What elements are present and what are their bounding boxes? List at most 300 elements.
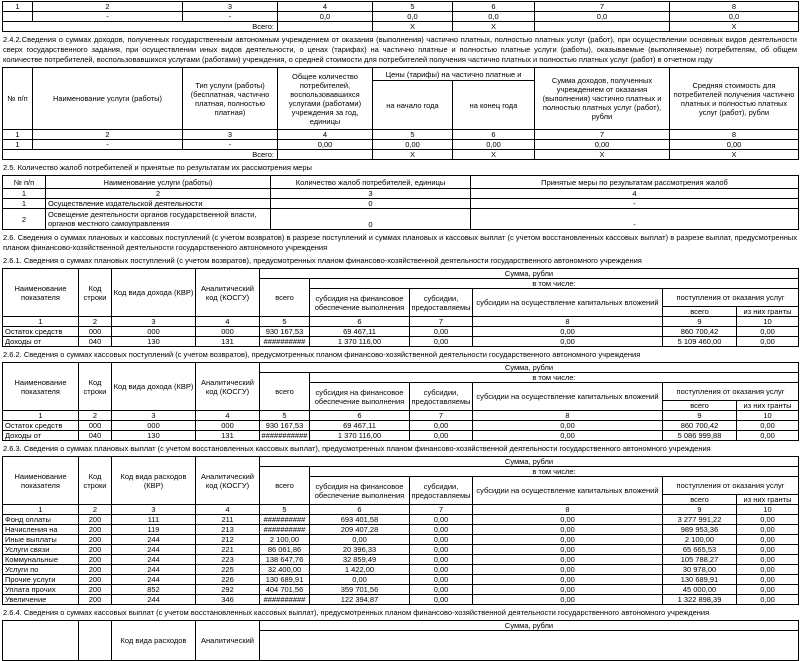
col-header-sum: Сумма, рубли [260,363,799,373]
cell: 0,00 [410,545,473,555]
cell: 8 [473,411,663,421]
cell: 0,00 [410,555,473,565]
col-header-sub-capital: субсидии на осуществление капитальных вложений [473,383,663,411]
total-label: Всего: [3,150,278,160]
cell [535,22,670,32]
cell: 0,00 [737,525,799,535]
cell: 8 [473,505,663,515]
table-row [3,555,799,565]
col-header-including: в том числе: [310,373,799,383]
cell: Освещение деятельности органов государственной власти, органов местного самоуправления [46,209,271,230]
cell: 2 100,00 [260,535,310,545]
cell: 7 [410,317,473,327]
table-241-continued [2,1,799,32]
col-header-num: № п/п [3,176,46,189]
cell: 000 [112,421,196,431]
table-2-4-2 [2,67,799,160]
cell: 4 [278,130,373,140]
cell: 6 [310,411,410,421]
col-header-complaints: Количество жалоб потребителей, единицы [271,176,471,189]
cell: 0,00 [535,140,670,150]
cell: 0,00 [473,431,663,441]
cell: 0,00 [737,565,799,575]
table-row [3,140,799,150]
header-row [3,363,799,373]
table-2-6-2 [2,362,799,441]
cell: 138 647,76 [260,555,310,565]
cell: 0 [271,199,471,209]
col-header-including: в том числе: [310,467,799,477]
cell: 0,00 [410,421,473,431]
col-header-kvr: Код вида расходов (КВР) [112,457,196,505]
cell: 7 [535,130,670,140]
col-header-service: Наименование услуги (работы) [46,176,271,189]
cell: 0,00 [310,535,410,545]
table-row [3,199,799,209]
cell: 0,00 [473,525,663,535]
cell: ########## [260,515,310,525]
table-2-6-3 [2,456,799,605]
cell: 200 [79,525,112,535]
col-header-service: Наименование услуги (работы) [33,68,183,130]
cell: 86 061,86 [260,545,310,555]
cell: 200 [79,535,112,545]
table-row [3,337,799,347]
cell: 226 [196,575,260,585]
column-numbers-row [3,411,799,421]
cell: 2 [33,2,183,12]
cell: Прочие услуги [3,575,79,585]
column-numbers-row [3,130,799,140]
cell: 0,00 [453,140,535,150]
cell: 0,00 [410,525,473,535]
cell: Начисления на [3,525,79,535]
cell: 200 [79,555,112,565]
table-row [3,545,799,555]
cell: 65 665,53 [663,545,737,555]
cell: 0,00 [410,595,473,605]
cell: 0,00 [473,595,663,605]
cell: 244 [112,575,196,585]
cell: 0,0 [278,12,373,22]
section-2-6-4-title: 2.6.4. Сведения о суммах кассовых выплат (с учетом восстановленных кассовых выплат), предусмотренных планом финансово-хозяйственной деятельности государственного автономного учреждения [3,608,710,617]
table-2-6-1 [2,268,799,347]
cell: 4 [196,317,260,327]
cell: 0,00 [473,515,663,525]
table-row [3,327,799,337]
cell: 3 [112,317,196,327]
cell: 244 [112,595,196,605]
cell: 0,00 [737,515,799,525]
cell [3,12,33,22]
cell: 0,00 [737,595,799,605]
cell: 0,00 [473,565,663,575]
cell: 0,00 [737,421,799,431]
col-header-sub-capital: субсидии на осуществление капитальных вложений [473,289,663,317]
cell: 130 [112,337,196,347]
table-body [3,327,799,347]
table-row [3,209,799,230]
cell: 000 [79,421,112,431]
cell: 0,00 [473,327,663,337]
cell: 0,00 [410,585,473,595]
col-header-sub-provided: субсидии, предоставляемы [410,477,473,505]
col-header-sum: Сумма, рубли [260,269,799,279]
cell: Остаток средств [3,421,79,431]
cell: 122 394,87 [310,595,410,605]
cell: 5 [260,505,310,515]
cell: 1 [3,505,79,515]
cell: ########## [260,337,310,347]
header-row [3,269,799,279]
cell: 3 [112,505,196,515]
cell: 45 000,00 [663,585,737,595]
cell: 0,00 [310,575,410,585]
col-header-prices-group: Цены (тарифы) на частично платные и [373,68,535,81]
table-2-6-4-partial [2,620,799,661]
col-header-sub-fin: субсидия на финансовое обеспечение выполнения [310,383,410,411]
table-row [3,565,799,575]
cell: 2 [79,505,112,515]
cell [260,631,799,661]
cell: 3 [271,189,471,199]
cell: 244 [112,545,196,555]
cell: Услуги по [3,565,79,575]
cell: 1 [3,189,46,199]
col-header-kvr: Код вида дохода (КВР) [112,269,196,317]
col-header-sum: Сумма, рубли [260,621,799,631]
cell: X [535,150,670,160]
cell: 69 467,11 [310,327,410,337]
cell: - [33,140,183,150]
col-header-consumers: Общее количество потребителей, воспользовавшихся услугами (работами) учреждения за год, единицы [278,68,373,130]
cell: 0,0 [535,12,670,22]
table-body [3,421,799,441]
cell: 6 [310,505,410,515]
cell: 7 [535,2,670,12]
column-numbers-row [3,189,799,199]
table-row [3,575,799,585]
col-header-services-grants: из них гранты [737,401,799,411]
cell: ########## [260,525,310,535]
col-header-line-code [79,621,112,661]
cell: 6 [453,130,535,140]
cell: 0,00 [373,140,453,150]
col-header-type: Тип услуги (работы) (бесплатная, частично платная, полностью платная) [183,68,278,130]
cell: X [373,150,453,160]
cell: 0,00 [737,431,799,441]
cell: 244 [112,565,196,575]
cell: 3 [183,2,278,12]
cell: 5 [260,411,310,421]
cell: 040 [79,337,112,347]
cell: 2 [33,130,183,140]
cell: 930 167,53 [260,421,310,431]
cell: 131 [196,337,260,347]
cell: 131 [196,431,260,441]
cell: 2 [46,189,271,199]
col-header-line-code: Код строки [79,269,112,317]
cell: 32 400,00 [260,565,310,575]
cell: 200 [79,575,112,585]
cell: 3 277 991,22 [663,515,737,525]
cell: X [670,150,799,160]
col-header-sum: Сумма, рубли [260,457,799,467]
col-header-sub-fin: субсидия на финансовое обеспечение выполнения [310,289,410,317]
cell: Коммунальные [3,555,79,565]
cell: 0,00 [410,327,473,337]
cell: 0,0 [373,12,453,22]
col-header-analytic: Аналитический [196,621,260,661]
header-row [3,457,799,467]
cell: 130 [112,431,196,441]
cell: 0,00 [278,140,373,150]
cell: 10 [737,317,799,327]
cell: 7 [410,411,473,421]
cell: 5 109 460,00 [663,337,737,347]
col-header-analytic: Аналитический код (КОСГУ) [196,363,260,411]
cell: 860 700,42 [663,421,737,431]
cell: 0,0 [453,12,535,22]
cell: 225 [196,565,260,575]
cell: 0,00 [737,545,799,555]
cell: 0,00 [737,585,799,595]
cell: 5 086 999,88 [663,431,737,441]
col-header-income: Сумма доходов, полученных учреждением от оказания (выполнения) частично платных и полностью платных услуг (работ), рубли [535,68,670,130]
table-row [3,595,799,605]
cell: 0,00 [473,535,663,545]
cell: 111 [112,515,196,525]
section-2-4-2-paragraph: 2.4.2.Сведения о суммах доходов, полученных государственным автономным учреждением от оказания (выполнения) частично платных, полностью платных услуг (работ), при осуществлении основных видов деятельности сверх государственного задания, при осуществлении иных видов деятельности, о ценах (тарифах) на частично платные и полностью платные услуги (работы), оказываемые (выполняемые) потребителям, об общем количестве потребителей, воспользовавшихся услугами (работами) учреждения, о средней стоимости для потребителей получения частично платных и полностью платных услуг (работ) в отчетном году [3,35,797,64]
table-row [3,431,799,441]
section-2-5-title: 2.5. Количество жалоб потребителей и принятые по результатам их рассмотрения меры [3,163,312,172]
cell: 30 978,00 [663,565,737,575]
cell: 200 [79,585,112,595]
col-header-services: поступления от оказания услуг [663,289,799,307]
col-header-analytic: Аналитический код (КОСГУ) [196,457,260,505]
cell: 4 [471,189,799,199]
cell: 2 [79,411,112,421]
cell: 2 [3,209,46,230]
col-header-including: в том числе: [310,279,799,289]
cell: 1 [3,199,46,209]
column-numbers-row [3,2,799,12]
col-header-analytic: Аналитический код (КОСГУ) [196,269,260,317]
cell: 404 701,56 [260,585,310,595]
cell: 0,00 [737,535,799,545]
cell: 0 [271,209,471,230]
cell: 0,00 [410,515,473,525]
col-header-services-grants: из них гранты [737,307,799,317]
cell: 2 100,00 [663,535,737,545]
cell: 0,00 [473,421,663,431]
cell: 244 [112,555,196,565]
cell: 3 [112,411,196,421]
cell: 1 [3,2,33,12]
col-header-measures: Принятые меры по результатам рассмотрения жалоб [471,176,799,189]
col-header-name [3,621,79,661]
cell [278,22,373,32]
cell: 4 [196,505,260,515]
cell: 0,00 [410,565,473,575]
cell: X [453,22,535,32]
cell: 119 [112,525,196,535]
col-header-year-start: на начало года [373,81,453,130]
col-header-services-grants: из них гранты [737,495,799,505]
table-row [3,421,799,431]
cell: Доходы от [3,337,79,347]
cell: 989 953,36 [663,525,737,535]
cell: 200 [79,545,112,555]
cell: 0,00 [737,575,799,585]
table-row [3,535,799,545]
table-2-5 [2,175,799,230]
cell: Остаток средств [3,327,79,337]
cell: 3 [183,130,278,140]
col-header-line-code: Код строки [79,457,112,505]
col-header-kvr: Код вида расходов [112,621,196,661]
section-2-6-paragraph: 2.6. Сведения о суммах плановых и кассовых поступлений (с учетом возвратов) в разрезе поступлений и суммах плановых и кассовых выплат (с учетом восстановленных кассовых выплат) в разрезе выплат, предусмотренных планом финансово-хозяйственной деятельности государственного автономного учреждения [3,233,797,252]
cell: 10 [737,411,799,421]
cell: 0,00 [737,327,799,337]
table-row [3,585,799,595]
cell: 040 [79,431,112,441]
cell: 0,00 [473,575,663,585]
cell: 1 422,00 [310,565,410,575]
header-row [3,621,799,631]
cell: 0,00 [473,555,663,565]
cell: 223 [196,555,260,565]
col-header-services: поступления от оказания услуг [663,477,799,495]
cell: 000 [79,327,112,337]
cell: Фонд оплаты [3,515,79,525]
total-row [3,150,799,160]
cell: Доходы от [3,431,79,441]
cell: Осуществление издательской деятельности [46,199,271,209]
cell: 0,00 [670,140,799,150]
cell: 000 [196,421,260,431]
cell: 5 [260,317,310,327]
table-row [3,525,799,535]
cell: 0,00 [410,535,473,545]
cell: 209 407,28 [310,525,410,535]
cell: 0,00 [473,585,663,595]
cell: 20 396,33 [310,545,410,555]
cell: 4 [278,2,373,12]
cell: 0,0 [670,12,799,22]
col-header-sub-capital: субсидии на осуществление капитальных вложений [473,477,663,505]
cell: 0,00 [410,575,473,585]
col-header-services: поступления от оказания услуг [663,383,799,401]
col-header-services-total: всего [663,401,737,411]
cell: - [471,209,799,230]
cell: 7 [410,505,473,515]
cell: 359 701,56 [310,585,410,595]
cell: 212 [196,535,260,545]
cell: Иные выплаты [3,535,79,545]
col-header-kvr: Код вида дохода (КВР) [112,363,196,411]
col-header-name: Наименование показателя [3,363,79,411]
cell: 860 700,42 [663,327,737,337]
cell: 130 689,91 [260,575,310,585]
cell: Услуги связи [3,545,79,555]
cell: 0,00 [473,545,663,555]
col-header-sub-fin: субсидия на финансовое обеспечение выполнения [310,477,410,505]
col-header-sub-provided: субсидии, предоставляемы [410,383,473,411]
table-row [3,12,799,22]
cell: 69 467,11 [310,421,410,431]
cell: 0,00 [473,337,663,347]
cell: Уплата прочих [3,585,79,595]
cell: - [471,199,799,209]
cell: ########### [260,431,310,441]
cell: 1 [3,140,33,150]
cell: - [183,12,278,22]
cell: 8 [670,130,799,140]
col-header-line-code: Код строки [79,363,112,411]
cell: 8 [473,317,663,327]
cell: 200 [79,515,112,525]
cell: 9 [663,505,737,515]
header-row [3,176,799,189]
cell: 6 [310,317,410,327]
cell: 8 [670,2,799,12]
section-2-6-1-title: 2.6.1. Сведения о суммах плановых поступлений (с учетом возвратов), предусмотренных планом финансово-хозяйственной деятельности государственного автономного учреждения [3,256,642,265]
cell: 000 [196,327,260,337]
cell: 1 [3,130,33,140]
cell: 5 [373,2,453,12]
cell: 000 [112,327,196,337]
cell: - [33,12,183,22]
cell: 211 [196,515,260,525]
cell: 200 [79,595,112,605]
table-row [3,515,799,525]
cell: 1 370 116,00 [310,431,410,441]
col-header-avg-cost: Средняя стоимость для потребителей получения частично платных и полностью платных услуг (работ), рубли [670,68,799,130]
col-header-num: № п/п [3,68,33,130]
cell [278,150,373,160]
cell: 221 [196,545,260,555]
cell: 0,00 [737,555,799,565]
cell: 4 [196,411,260,421]
cell: Увеличение [3,595,79,605]
cell: 213 [196,525,260,535]
column-numbers-row [3,505,799,515]
cell: X [373,22,453,32]
col-header-total: всего [260,279,310,317]
col-header-services-total: всего [663,307,737,317]
cell: 1 322 898,39 [663,595,737,605]
cell: 852 [112,585,196,595]
total-label: Всего: [3,22,278,32]
cell: 0,00 [410,337,473,347]
cell: ########## [260,595,310,605]
cell: 200 [79,565,112,575]
column-numbers-row [3,317,799,327]
cell: 244 [112,535,196,545]
col-header-total: всего [260,467,310,505]
cell: 693 401,58 [310,515,410,525]
cell: 0,00 [737,337,799,347]
cell: 1 [3,317,79,327]
cell: 1 [3,411,79,421]
cell: 292 [196,585,260,595]
cell: - [183,140,278,150]
cell: 130 689,91 [663,575,737,585]
cell: X [453,150,535,160]
cell: 105 788,27 [663,555,737,565]
table-body [3,515,799,605]
